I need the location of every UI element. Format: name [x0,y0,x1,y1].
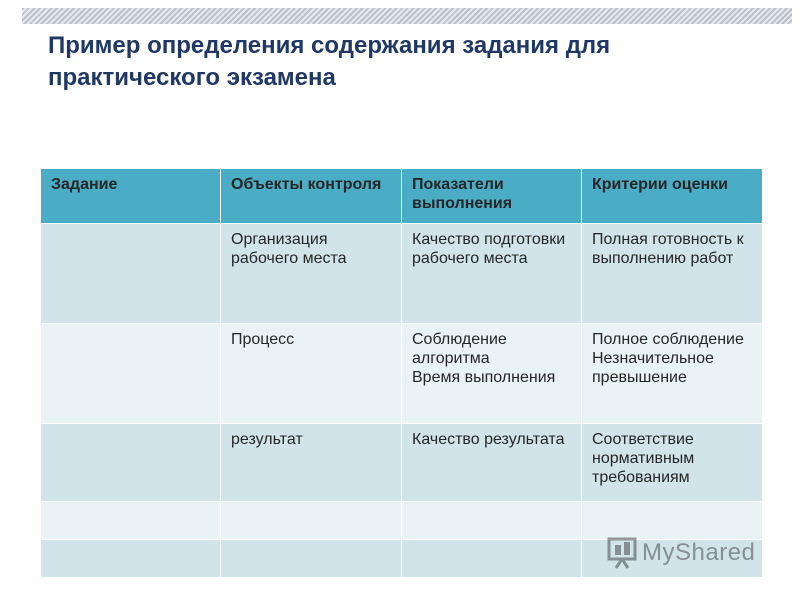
table-row [41,424,763,502]
watermark-text: MyShared [642,539,756,566]
presentation-board-icon [606,536,642,570]
table-cell [41,424,221,502]
table-cell [41,502,221,540]
table-cell [221,540,402,578]
table-cell: Качество результата [402,424,582,502]
table-cell [41,224,221,324]
decorative-header-band [22,8,792,24]
table-cell [582,502,763,540]
slide-title: Пример определения содержания задания для практического экзамена [48,32,611,91]
table-row [41,324,763,424]
header-assessment-criteria: Критерии оценки [582,169,763,224]
table-cell: Соблюдение алгоритма Время выполнения [402,324,582,424]
table-cell: Организация рабочего места [221,224,402,324]
table-cell [402,540,582,578]
table-row [41,224,763,324]
table-cell: Полное соблюдение Незначительное превышение [582,324,763,424]
table-header-row [41,169,763,224]
table-row [41,502,763,540]
assessment-table [40,168,763,578]
table-cell [41,324,221,424]
table-cell: Соответствие нормативным требованиям [582,424,763,502]
table-cell [221,502,402,540]
table-cell: результат [221,424,402,502]
table-cell [402,502,582,540]
header-task: Задание [41,169,221,224]
table-cell: Полная готовность к выполнению работ [582,224,763,324]
header-performance-indicators: Показатели выполнения [402,169,582,224]
header-control-objects: Объекты контроля [221,169,402,224]
table-cell [41,540,221,578]
table-cell: Качество подготовки рабочего места [402,224,582,324]
watermark-logo [606,536,755,570]
table-cell: Процесс [221,324,402,424]
